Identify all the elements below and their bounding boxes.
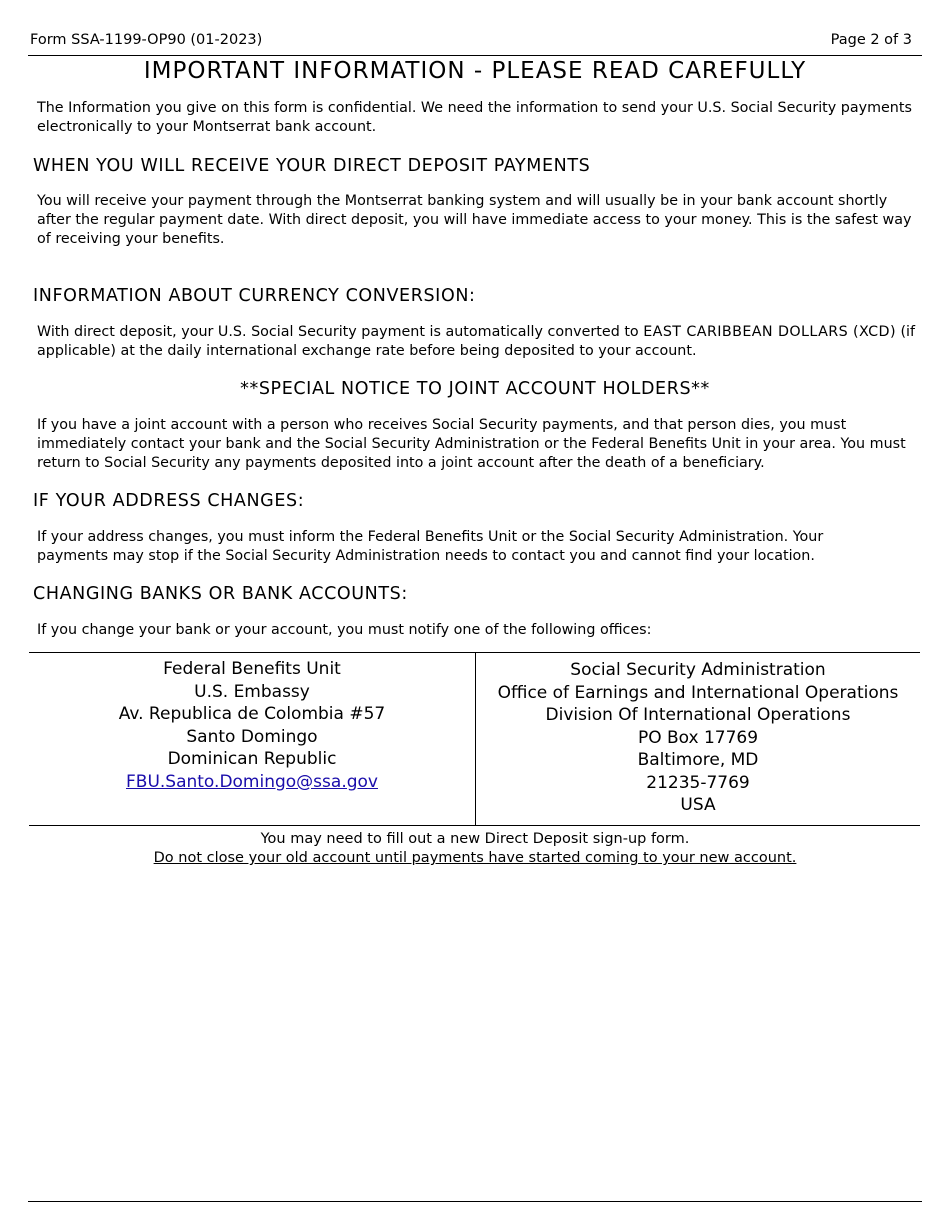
changing-banks-paragraph: If you change your bank or your account, you must notify one of the following offices: (37, 622, 652, 638)
address-change-line-2: payments may stop if the Social Security Administration needs to contact you and cannot find your location. (37, 548, 815, 564)
office-line: Dominican Republic (167, 749, 337, 769)
office-line: 21235-7769 (646, 772, 750, 793)
office-line: Social Security Administration (570, 660, 826, 680)
federal-benefits-unit-address (29, 653, 476, 825)
joint-account-paragraph: If you have a joint account with a person who receives Social Security payments, and that person dies, you must immediately contact your bank and the Social Security Administration or the Federal Benefits Unit in your area. You must return to Social Security any payments deposited into a joint account after the death of a beneficiary. (37, 417, 906, 471)
address-change-heading: IF YOUR ADDRESS CHANGES: (33, 491, 305, 511)
currency-text-after: (if applicable) at the daily international exchange rate before being deposited to your account. (37, 324, 916, 359)
address-change-line-1: If your address changes, you must inform the Federal Benefits Unit or the Social Security Administration. Your (37, 529, 824, 545)
new-form-note: You may need to fill out a new Direct Deposit sign-up form. (260, 831, 690, 847)
office-line: PO Box 17769 (637, 727, 759, 748)
page-title: IMPORTANT INFORMATION - PLEASE READ CAREFULLY (143, 58, 807, 84)
office-line: Baltimore, MD (637, 750, 759, 770)
currency-name: EAST CARIBBEAN DOLLARS (XCD) (643, 324, 896, 340)
page-header (28, 28, 922, 56)
fbu-email-link[interactable]: FBU.Santo.Domingo@ssa.gov (126, 771, 378, 792)
currency-text-before: With direct deposit, your U.S. Social Security payment is automatically converted to (37, 324, 644, 340)
direct-deposit-paragraph: You will receive your payment through the Montserrat banking system and will usually be in your bank account shortly after the regular payment date. With direct deposit, you will have immediate access to your money. This is the safest way of receiving your benefits. (37, 193, 912, 247)
currency-paragraph (37, 323, 917, 361)
changing-banks-heading: CHANGING BANKS OR BANK ACCOUNTS: (33, 584, 408, 604)
intro-paragraph: The Information you give on this form is confidential. We need the information to send your U.S. Social Security payments electronically to your Montserrat bank account. (37, 100, 912, 135)
office-line: Division Of International Operations (545, 705, 851, 725)
office-line: Federal Benefits Unit (163, 659, 341, 679)
ssa-address (476, 653, 920, 825)
office-line: U.S. Embassy (194, 681, 310, 702)
page-number: Page 2 of 3 (830, 32, 912, 48)
offices-table (29, 652, 920, 826)
joint-account-heading: **SPECIAL NOTICE TO JOINT ACCOUNT HOLDERS** (240, 379, 710, 399)
office-line: Av. Republica de Colombia #57 (118, 704, 386, 724)
footer-note (28, 830, 922, 868)
direct-deposit-heading: WHEN YOU WILL RECEIVE YOUR DIRECT DEPOSIT PAYMENTS (33, 156, 591, 176)
form-number: Form SSA-1199-OP90 (01-2023) (30, 32, 263, 48)
close-account-warning: Do not close your old account until payments have started coming to your new account. (153, 850, 797, 866)
bottom-divider (28, 1201, 922, 1202)
office-line: Office of Earnings and International Operations (497, 682, 899, 703)
address-change-paragraph (37, 528, 917, 566)
office-line: USA (680, 795, 716, 815)
currency-heading: INFORMATION ABOUT CURRENCY CONVERSION: (33, 286, 476, 306)
office-line: Santo Domingo (186, 726, 318, 747)
